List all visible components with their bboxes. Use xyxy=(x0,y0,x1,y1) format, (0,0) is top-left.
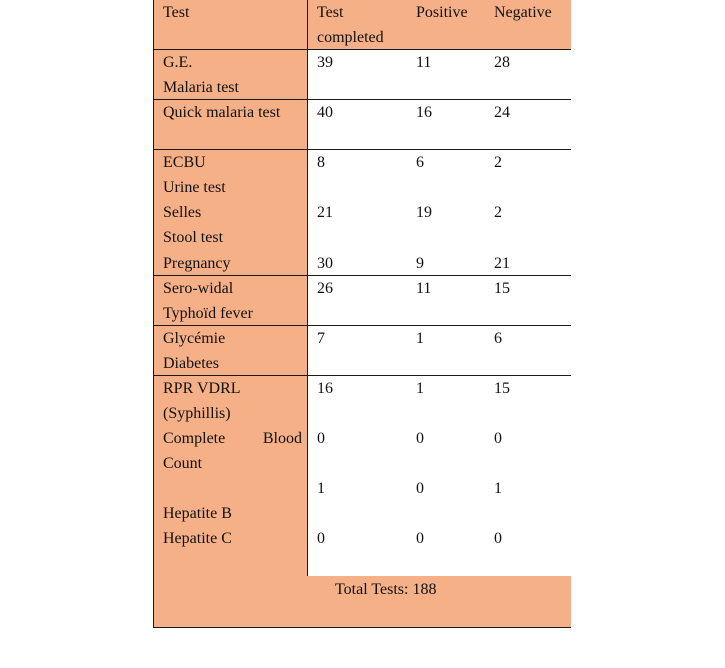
negative-value: 15 xyxy=(494,280,510,297)
positive-value: 0 xyxy=(416,530,424,547)
row-divider xyxy=(153,149,571,150)
test-name: (Syphillis) xyxy=(163,405,231,422)
negative-value: 2 xyxy=(494,204,502,221)
positive-value: 0 xyxy=(416,430,424,447)
test-name: Hepatite B xyxy=(163,505,232,522)
test-name: Selles xyxy=(163,204,202,221)
completed-value: 0 xyxy=(317,430,325,447)
completed-value: 7 xyxy=(317,330,325,347)
positive-value: 0 xyxy=(416,480,424,497)
test-name: RPR VDRL xyxy=(163,380,241,397)
completed-value: 16 xyxy=(317,380,333,397)
test-name: Diabetes xyxy=(163,355,219,372)
completed-value: 21 xyxy=(317,204,333,221)
negative-value: 2 xyxy=(494,154,502,171)
negative-value: 21 xyxy=(494,255,510,272)
completed-value: 40 xyxy=(317,104,333,121)
test-name: Glycémie xyxy=(163,330,226,347)
completed-value: 39 xyxy=(317,54,333,71)
positive-value: 6 xyxy=(416,154,424,171)
test-name-word: Blood xyxy=(262,430,302,447)
negative-value: 0 xyxy=(494,430,502,447)
completed-value: 1 xyxy=(317,480,325,497)
positive-value: 1 xyxy=(416,380,424,397)
negative-value: 0 xyxy=(494,530,502,547)
positive-value: 1 xyxy=(416,330,424,347)
negative-value: 6 xyxy=(494,330,502,347)
column-divider xyxy=(307,0,308,576)
positive-value: 16 xyxy=(416,104,432,121)
completed-value: 26 xyxy=(317,280,333,297)
header-test: Test xyxy=(163,4,190,21)
table-left-border xyxy=(153,0,154,628)
test-name: Urine test xyxy=(163,179,226,196)
test-name: ECBU xyxy=(163,154,206,171)
test-name: Sero-widal xyxy=(163,280,234,297)
test-name: Typhoïd fever xyxy=(163,305,253,322)
table-bottom-border xyxy=(153,627,571,628)
test-name-word: Complete xyxy=(163,430,226,447)
completed-value: 0 xyxy=(317,530,325,547)
negative-value: 1 xyxy=(494,480,502,497)
header-negative: Negative xyxy=(494,4,552,21)
lab-results-table xyxy=(153,0,571,628)
positive-value: 11 xyxy=(416,280,432,297)
test-name: G.E. xyxy=(163,54,193,71)
negative-value: 24 xyxy=(494,104,510,121)
header-test-completed-line1: Test xyxy=(317,4,344,21)
negative-value: 15 xyxy=(494,380,510,397)
completed-value: 30 xyxy=(317,255,333,272)
positive-value: 9 xyxy=(416,255,424,272)
positive-value: 19 xyxy=(416,204,432,221)
test-name: Stool test xyxy=(163,229,224,246)
header-test-completed-line2: completed xyxy=(317,29,384,46)
test-name: Pregnancy xyxy=(163,255,231,272)
negative-value: 28 xyxy=(494,54,510,71)
positive-value: 11 xyxy=(416,54,432,71)
test-name: Hepatite C xyxy=(163,530,232,547)
header-positive: Positive xyxy=(416,4,468,21)
test-name: Quick malaria test xyxy=(163,104,281,121)
total-tests: Total Tests: 188 xyxy=(335,581,437,598)
completed-value: 8 xyxy=(317,154,325,171)
test-name: Count xyxy=(163,455,203,472)
test-name-justified xyxy=(163,426,302,451)
test-name: Malaria test xyxy=(163,79,239,96)
